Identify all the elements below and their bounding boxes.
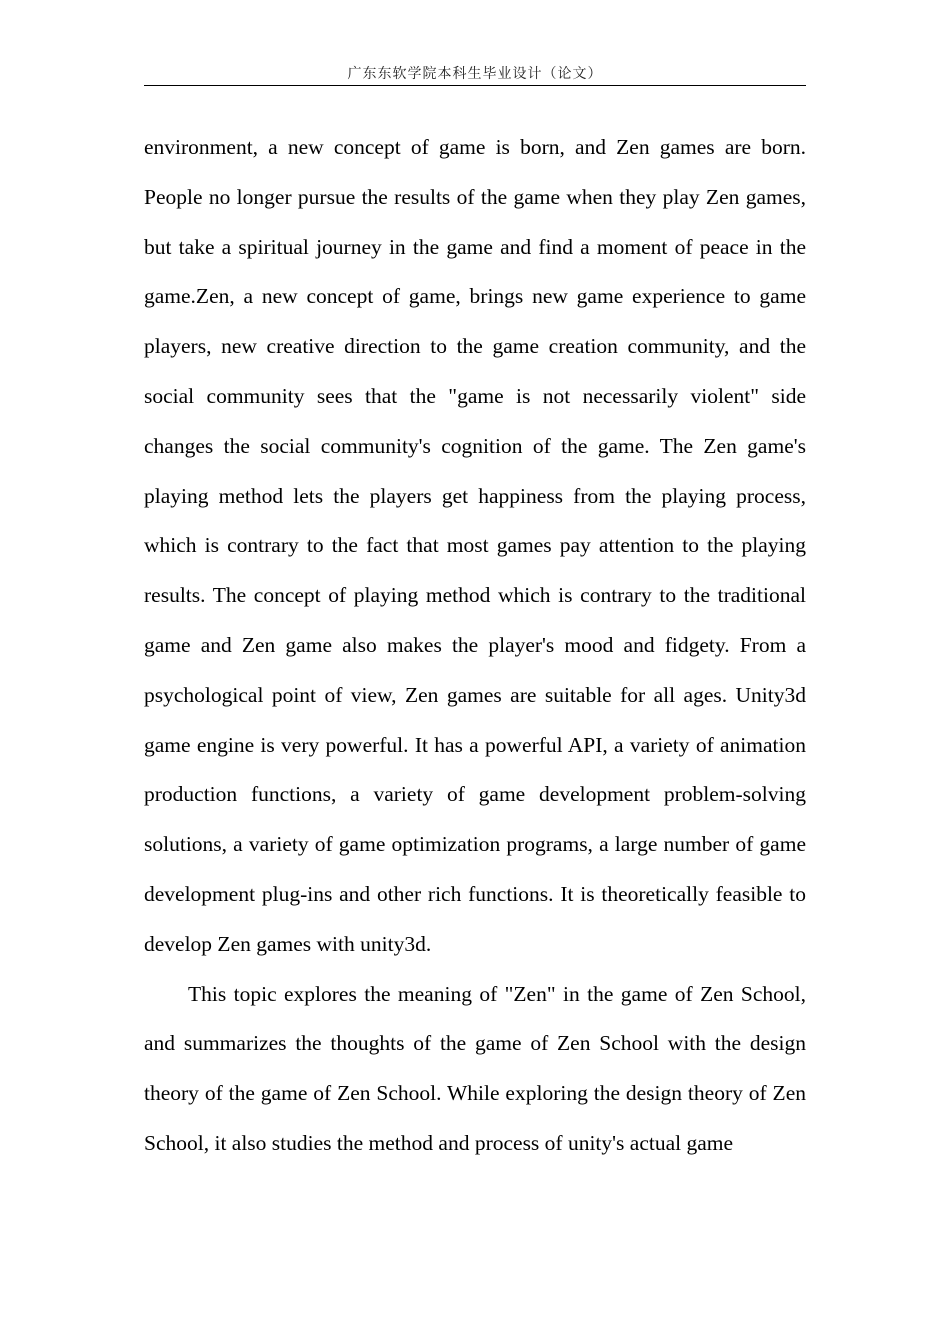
paragraph-topic: This topic explores the meaning of "Zen" in the game of Zen School, and summarizes the thoughts of the game of Zen School with the design theory of the game of Zen School. While exploring the design theory of Zen School, it also studies the method and process of unity's actual game	[144, 981, 806, 1155]
header-divider	[144, 85, 806, 86]
body-text	[144, 123, 806, 1169]
page-header-title: 广东东软学院本科生毕业设计（论文）	[347, 66, 603, 82]
paragraph-continued: environment, a new concept of game is born, and Zen games are born. People no longer pursue the results of the game when they play Zen games, but take a spiritual journey in the game and find a moment of peace in the game.Zen, a new concept of game, brings new game experience to game players, new creative direction to the game creation community, and the social community sees that the "game is not necessarily violent" side changes the social community's cognition of the game. The Zen game's playing method lets the players get happiness from the playing process, which is contrary to the fact that most games pay attention to the playing results. The concept of playing method which is contrary to the traditional game and Zen game also makes the player's mood and fidgety. From a psychological point of view, Zen games are suitable for all ages. Unity3d game engine is very powerful. It has a powerful API, a variety of animation production functions, a variety of game development problem-solving solutions, a variety of game optimization programs, a large number of game development plug-ins and other rich functions. It is theoretically feasible to develop Zen games with unity3d.	[144, 135, 806, 956]
